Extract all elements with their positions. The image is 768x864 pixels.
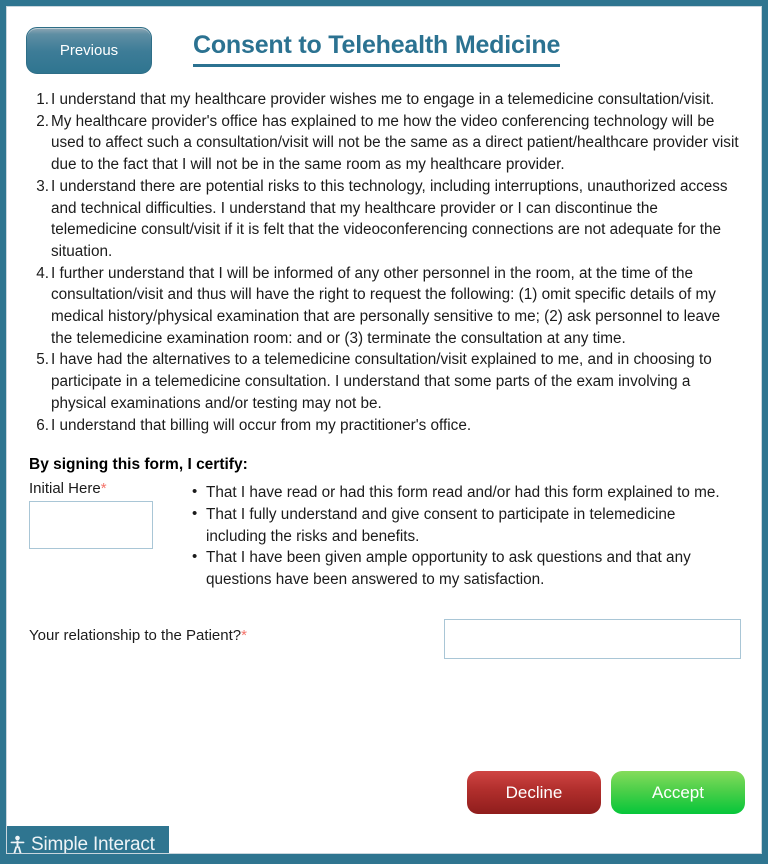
relationship-label-text: Your relationship to the Patient? <box>29 626 242 644</box>
certify-bullet-item: • That I fully understand and give consent to participate in telemedicine including the risks and benefits. <box>206 504 731 547</box>
relationship-row <box>7 613 761 663</box>
form-header <box>7 7 761 89</box>
term-item: I understand that billing will occur from my practitioner's office. <box>51 416 472 434</box>
page-title: Consent to Telehealth Medicine <box>193 31 560 67</box>
form-sheet <box>6 6 762 854</box>
term-item: I understand that my healthcare provider wishes me to engage in a telemedicine consultation/visit. <box>51 91 715 108</box>
term-item: I further understand that I will be informed of any other personnel in the room, at the time of the consultation/visit and thus will have the right to request the following: (1) omit specific details of my medical history/physical examination that are personally sensitive to me; (2) ask personnel to leave the telemedicine examination room: and or (3) terminate the consultation at any time. <box>51 264 721 347</box>
term-item: I understand there are potential risks to this technology, including interruptions, unauthorized access and technical difficulties. I understand that my healthcare provider or I can discontinue the telemedicine consult/visit if it is felt that the videoconferencing connections are not adequate for the situation. <box>51 177 728 260</box>
initial-here-label <box>29 480 179 497</box>
term-item: I have had the alternatives to a telemedicine consultation/visit explained to me, and in choosing to participate in a telemedicine consultation. I understand that some parts of the exam involving a physical examinations and/or testing may not be. <box>51 351 712 412</box>
relationship-input[interactable] <box>444 619 741 659</box>
accept-button[interactable]: Accept <box>611 771 745 814</box>
initial-label-text: Initial Here <box>29 480 101 498</box>
certify-bullet-item: • That I have read or had this form read and/or had this form explained to me. <box>206 482 731 504</box>
relationship-label <box>29 627 247 644</box>
required-asterisk: * <box>100 480 107 498</box>
certify-bullet-item: • That I have been given ample opportunity to ask questions and that any questions have been answered to my satisfaction. <box>206 547 731 590</box>
previous-button[interactable]: Previous <box>26 27 152 74</box>
certify-section <box>7 480 761 591</box>
term-item: My healthcare provider's office has explained to me how the video conferencing technology will be used to affect such a consultation/visit will not be the same as a direct patient/healthcare provider visit due to the fact that I will not be in the same room as my healthcare provider. <box>51 112 739 174</box>
certify-bullet-list <box>179 482 761 591</box>
person-icon <box>10 835 25 854</box>
initial-field-group <box>29 480 179 549</box>
brand-badge <box>6 826 169 854</box>
required-asterisk: * <box>241 626 247 644</box>
terms-list <box>7 89 761 436</box>
action-buttons <box>467 771 745 814</box>
initial-here-input[interactable] <box>29 501 153 549</box>
brand-name: Simple Interact <box>31 834 155 854</box>
certify-heading: By signing this form, I certify: <box>29 456 248 474</box>
decline-button[interactable]: Decline <box>467 771 601 814</box>
